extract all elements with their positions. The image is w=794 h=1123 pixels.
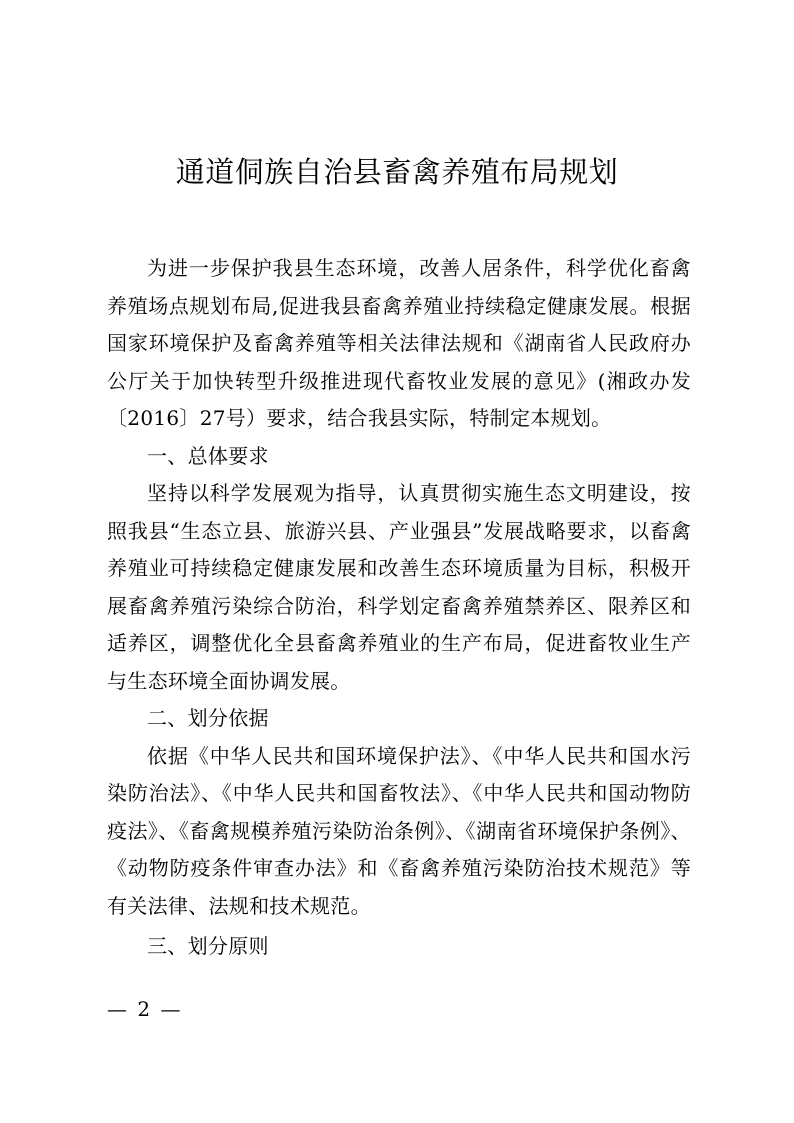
section-heading-general-requirements: 一、总体要求 — [147, 443, 269, 468]
section-body-general-requirements: 坚持以科学发展观为指导，认真贯彻实施生态文明建设，按照我县“生态立县、旅游兴县、产业强县”发展战略要求，以畜禽养殖业可持续稳定健康发展和改善生态环境质量为目标，积极开展畜禽养殖污染综合防治，科学划定畜禽养殖禁养区、限养区和适养区，调整优化全县畜禽养殖业的生产布局，促进畜牧业生产与生态环境全面协调发展。 — [107, 481, 691, 693]
section-heading-principles: 三、划分原则 — [147, 934, 269, 958]
section-body-basis: 依据《中华人民共和国环境保护法》、《中华人民共和国水污染防治法》、《中华人民共和国畜牧法》、《中华人民共和国动物防疫法》、《畜禽规模养殖污染防治条例》、《湖南省环境保护条例》、《动物防疫条件审查办法》和《畜禽养殖污染防治技术规范》等有关法律、法规和技术规范。 — [107, 743, 691, 918]
document-body — [107, 250, 691, 966]
document-title: 通道侗族自治县畜禽养殖布局规划 — [175, 155, 619, 189]
intro-paragraph: 为进一步保护我县生态环境，改善人居条件，科学优化畜禽养殖场点规划布局,促进我县畜禽养殖业持续稳定健康发展。根据国家环境保护及畜禽养殖等相关法律法规和《湖南省人民政府办公厅关于加快转型升级推进现代畜牧业发展的意见》(湘政办发〔2016〕27号）要求，结合我县实际，特制定本规划。 — [107, 256, 691, 430]
section-heading-basis: 二、划分依据 — [147, 706, 269, 730]
page-number: — 2 — — [107, 997, 183, 1021]
